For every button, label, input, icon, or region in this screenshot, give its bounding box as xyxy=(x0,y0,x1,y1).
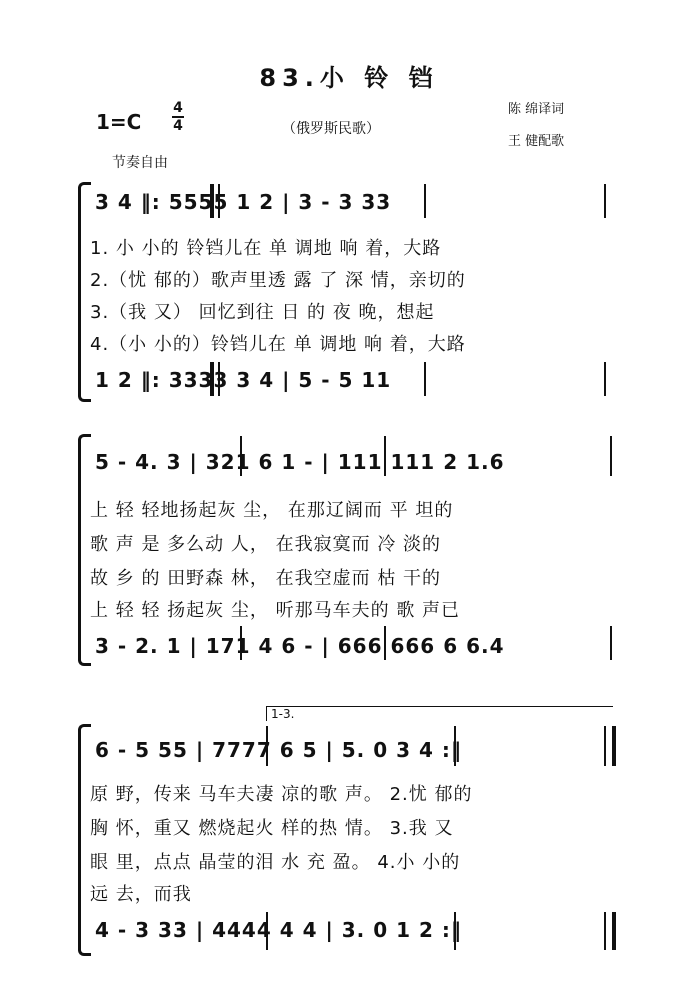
upper-voice-notes: 3 4 ‖: 5555 1 2 | 3 - 3 33 xyxy=(95,190,392,214)
time-signature xyxy=(170,100,186,134)
lower-voice-notes: 3 - 2. 1 | 171 4 6 - | 666 666 6 6.4 xyxy=(95,634,505,658)
lyric-verse-4: 上 轻 轻 扬起灰 尘， 听那马车夫的 歌 声已 xyxy=(90,600,461,621)
upper-voice-notes: 5 - 4. 3 | 321 6 1 - | 111 111 2 1.6 xyxy=(95,450,505,474)
key-signature: 1=C xyxy=(96,110,142,134)
tempo-mark: 节奏自由 xyxy=(112,155,168,171)
lyric-verse-1: 上 轻 轻地扬起灰 尘， 在那辽阔而 平 坦的 xyxy=(90,500,454,521)
lyricist-credit: 陈 绵译词 xyxy=(508,102,565,117)
page-title: 83.小 铃 铛 xyxy=(259,64,439,92)
time-signature-bottom: 4 xyxy=(173,118,183,134)
lyric-verse-3: 故 乡 的 田野森 林， 在我空虚而 枯 干的 xyxy=(90,568,442,589)
score-system-1 xyxy=(0,178,698,403)
lyric-verse-2: 歌 声 是 多么动 人， 在我寂寞而 冷 淡的 xyxy=(90,534,442,555)
lyric-verse-3: 眼 里，点点 晶莹的泪 水 充 盈。 4.小 小的 xyxy=(90,852,461,873)
lyric-verse-3: 3.（我 又） 回忆到往 日 的 夜 晚，想起 xyxy=(90,302,435,323)
lower-voice-notes: 1 2 ‖: 3333 3 4 | 5 - 5 11 xyxy=(95,368,392,392)
volta-bracket: 1-3. xyxy=(266,706,613,721)
system-brace xyxy=(78,182,91,402)
time-signature-top: 4 xyxy=(173,100,183,116)
score-system-2 xyxy=(0,430,698,670)
subtitle: （俄罗斯民歌） xyxy=(282,121,380,137)
score-system-3 xyxy=(0,700,698,960)
lyric-verse-2: 胸 怀，重又 燃烧起火 样的热 情。 3.我 又 xyxy=(90,818,454,839)
lyric-verse-4: 远 去，而我 xyxy=(90,884,192,905)
upper-voice-notes: 6 - 5 55 | 7777 6 5 | 5. 0 3 4 :‖ xyxy=(95,738,462,762)
lower-voice-notes: 4 - 3 33 | 4444 4 4 | 3. 0 1 2 :‖ xyxy=(95,918,462,942)
lyric-verse-1: 原 野，传来 马车夫凄 凉的歌 声。 2.忧 郁的 xyxy=(90,784,473,805)
arranger-credit: 王 健配歌 xyxy=(508,134,565,149)
system-brace xyxy=(78,724,91,956)
lyric-verse-4: 4.（小 小的）铃铛儿在 单 调地 响 着，大路 xyxy=(90,334,466,355)
lyric-verse-1: 1. 小 小的 铃铛儿在 单 调地 响 着，大路 xyxy=(90,238,442,259)
lyric-verse-2: 2.（忧 郁的）歌声里透 露 了 深 情，亲切的 xyxy=(90,270,466,291)
